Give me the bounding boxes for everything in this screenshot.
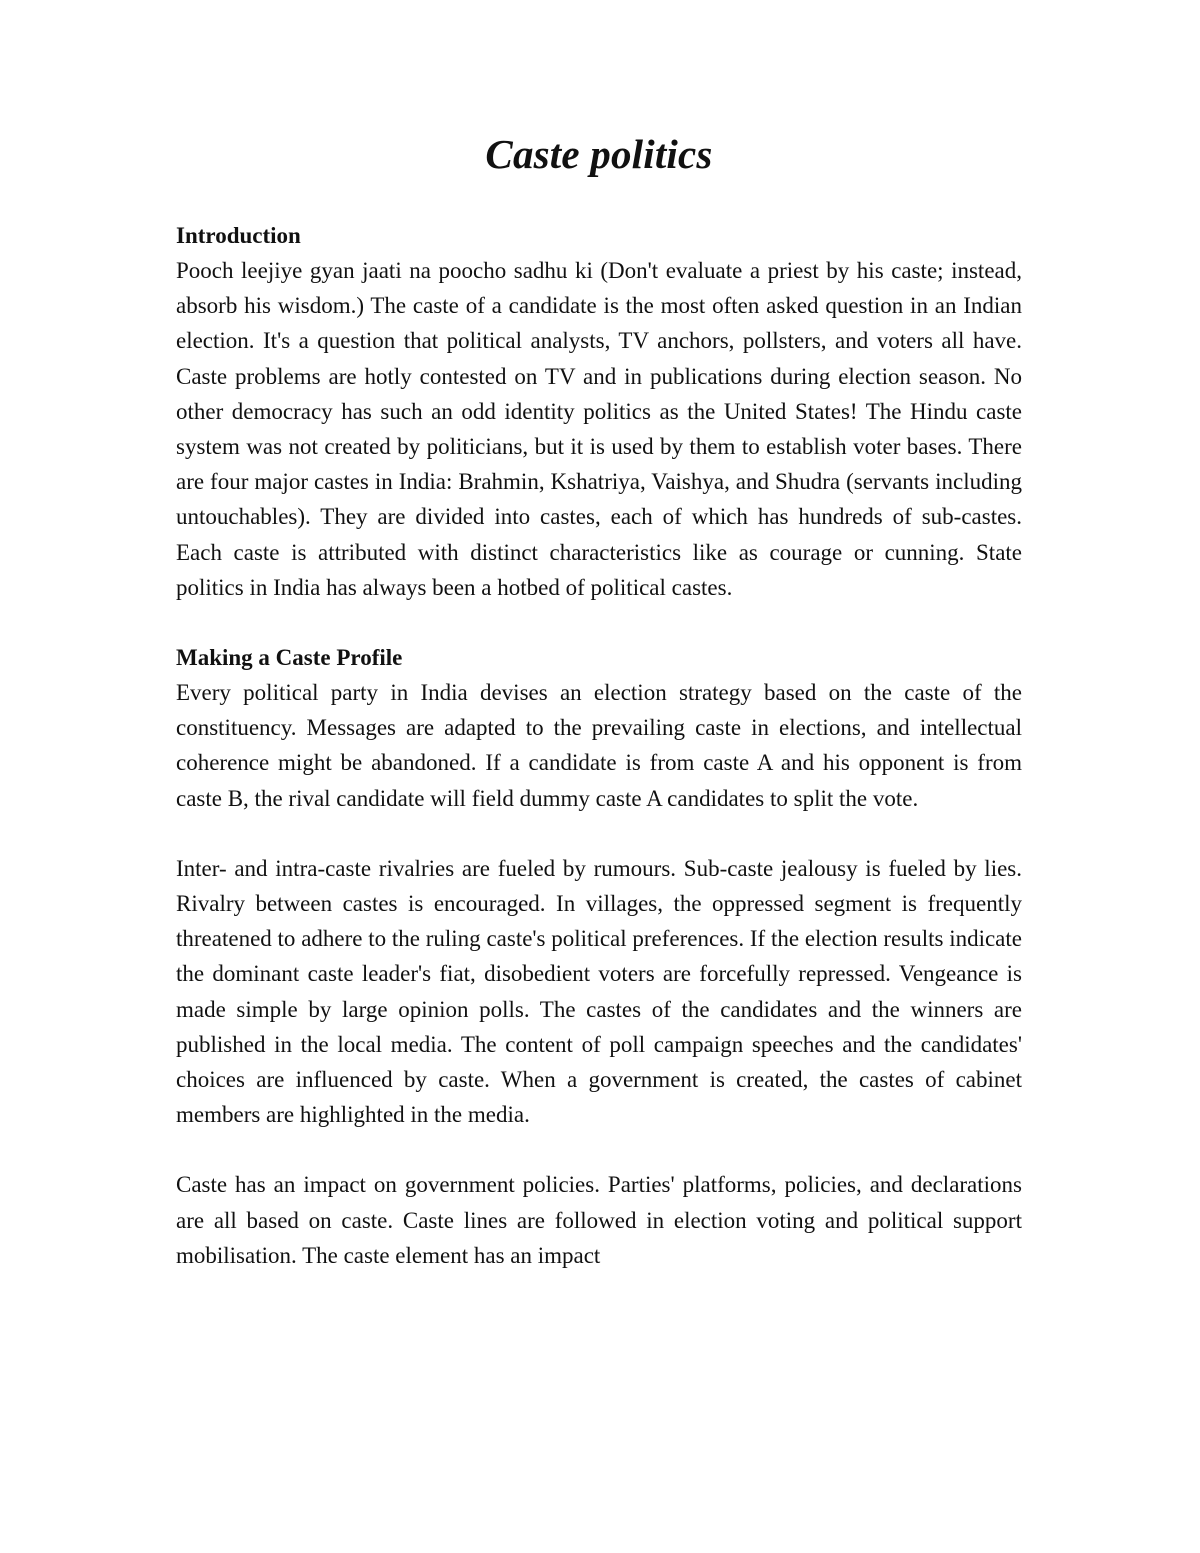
paragraph-spacer bbox=[176, 816, 1022, 851]
document-title: Caste politics bbox=[485, 131, 713, 177]
paragraph: Every political party in India devises an election strategy based on the caste of the constituency. Messages are adapted to the prevailing caste in elections, and intellectual coherence might be abandoned. If a candidate is from caste A and his opponent is from caste B, the rival candidate will field dummy caste A candidates to split the vote. bbox=[176, 680, 1022, 811]
paragraph: Caste has an impact on government policies. Parties' platforms, policies, and declarations are all based on caste. Caste lines are followed in election voting and political support mobilisation. The caste element has an impact bbox=[176, 1172, 1022, 1268]
paragraph: Inter- and intra-caste rivalries are fueled by rumours. Sub-caste jealousy is fueled by lies. Rivalry between castes is encouraged. In villages, the oppressed segment is frequently threatened to adhere to the ruling caste's political preferences. If the election results indicate the dominant caste leader's fiat, disobedient voters are forcefully repressed. Vengeance is made simple by large opinion polls. The castes of the candidates and the winners are published in the local media. The content of poll campaign speeches and the candidates' choices are influenced by caste. When a government is created, the castes of cabinet members are highlighted in the media. bbox=[176, 855, 1022, 1128]
paragraph: Pooch leejiye gyan jaati na poocho sadhu ki (Don't evaluate a priest by his caste; instead, absorb his wisdom.) The caste of a candidate is the most often asked question in an Indian election. It's a question that political analysts, TV anchors, pollsters, and voters all have. Caste problems are hotly contested on TV and in publications during election season. No other democracy has such an odd identity politics as the United States! The Hindu caste system was not created by politicians, but it is used by them to establish voter bases. There are four major castes in India: Brahmin, Kshatriya, Vaishya, and Shudra (servants including untouchables). They are divided into castes, each of which has hundreds of sub-castes. Each caste is attributed with distinct characteristics like as courage or cunning. State politics in India has always been a hotbed of political castes. bbox=[176, 258, 1022, 600]
paragraph-spacer bbox=[176, 1132, 1022, 1167]
paragraph-spacer bbox=[176, 605, 1022, 640]
section-heading: Making a Caste Profile bbox=[176, 645, 403, 671]
document-page bbox=[176, 128, 1022, 1273]
section-introduction bbox=[176, 218, 1022, 605]
section-heading: Introduction bbox=[176, 223, 301, 248]
section-making-a-caste-profile bbox=[176, 640, 1022, 1273]
